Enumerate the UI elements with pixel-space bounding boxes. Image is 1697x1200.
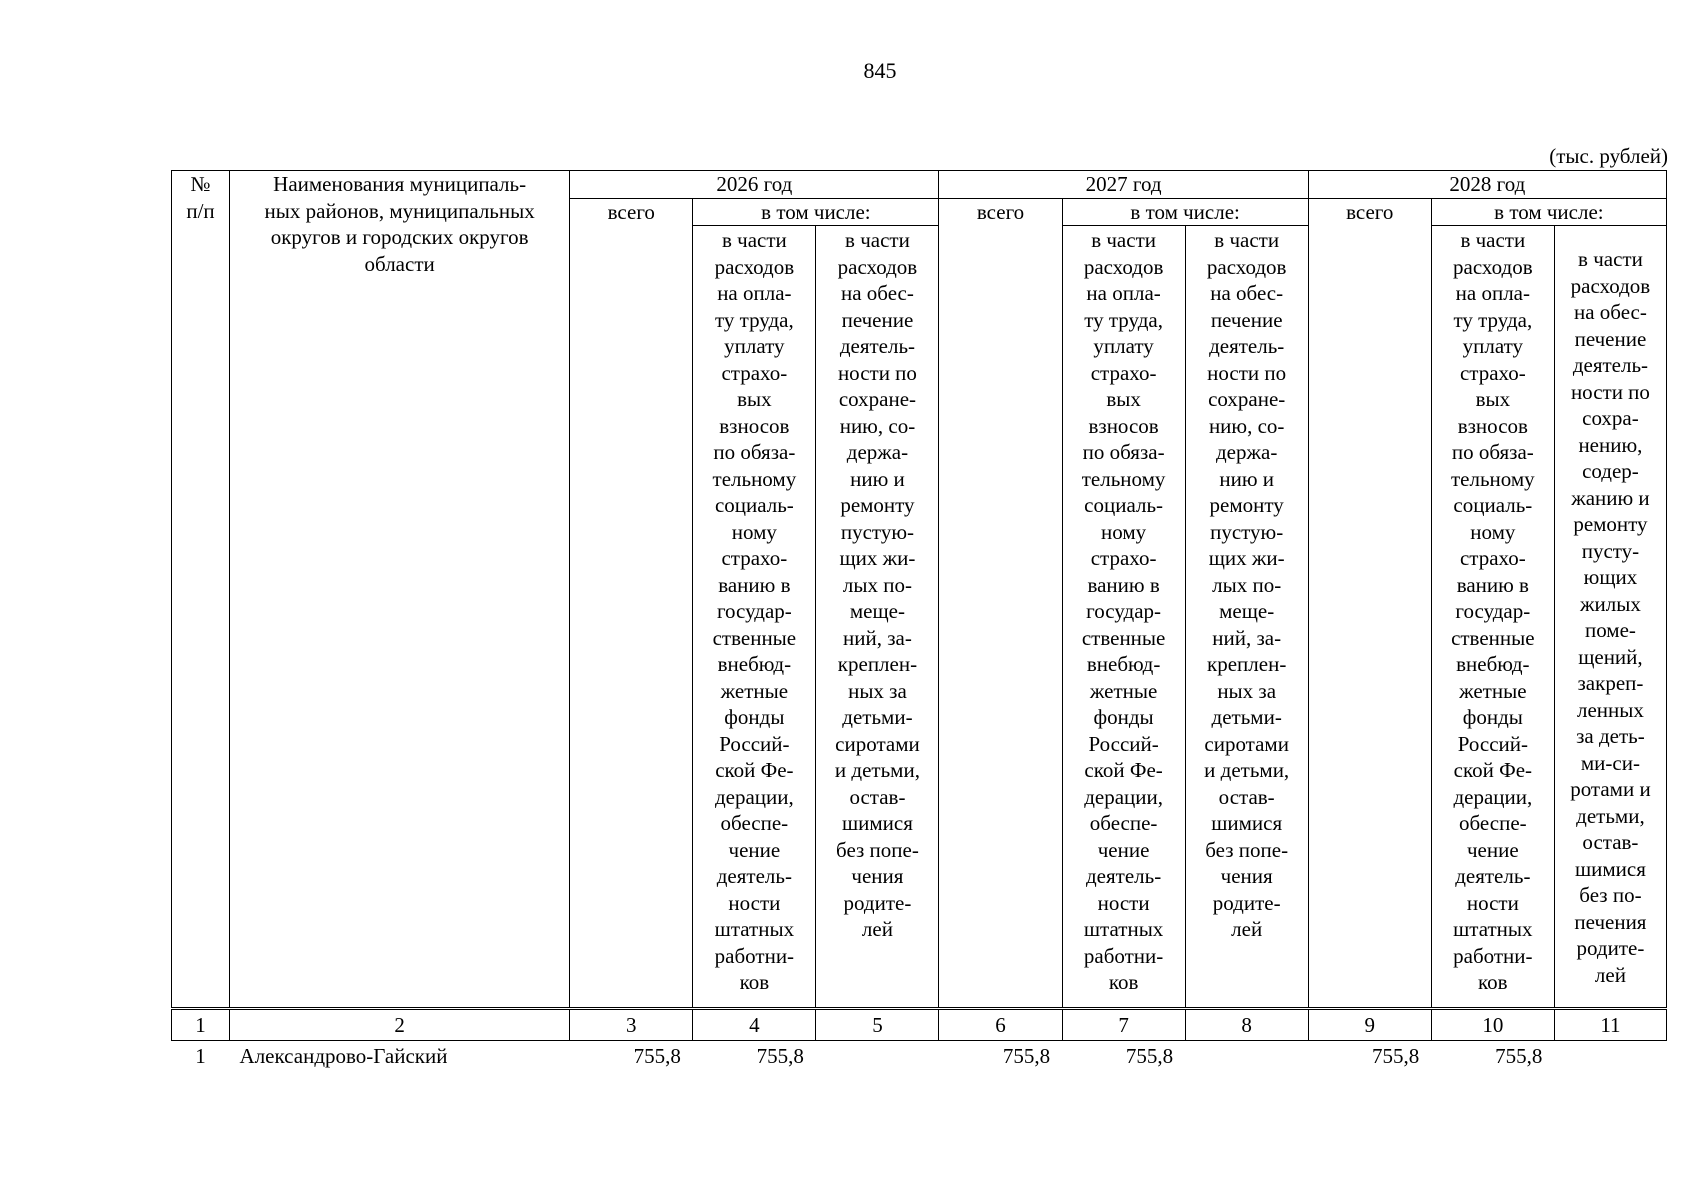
value-total-2028: 755,8 (1372, 1043, 1420, 1068)
row-number: 1 (195, 1043, 206, 1068)
page-number: 845 (863, 58, 897, 83)
column-number: 1 (172, 1009, 230, 1041)
header-row-years (172, 171, 1667, 199)
header-total-2028: всего (1308, 198, 1431, 1009)
header-year-2027: 2027 год (939, 171, 1308, 199)
header-housing-2027: в части расходов на обес- печение деятель- ности по сохране- нию, со- держа- нию и ремонту пустую- щих жи- лых по- меще- ний, за- креплен- ных за детьми- сиротами и детьми, остав- шимися без попе- чения родите- лей (1185, 226, 1308, 1009)
column-number: 11 (1554, 1009, 1666, 1041)
header-labor-2027: в части расходов на опла- ту труда, уплату страхо- вых взносов по обяза- тельному социаль- ному страхо- ванию в государ- ственные внебюд- жетные фонды Россий- ской Фе- дерации, обеспе- чение деятель- ности штатных работни- ков (1062, 226, 1185, 1009)
value-labor-2026: 755,8 (756, 1043, 804, 1068)
column-number: 10 (1431, 1009, 1554, 1041)
unit-label: (тыс. рублей) (1549, 144, 1668, 168)
column-number: 7 (1062, 1009, 1185, 1041)
column-number: 8 (1185, 1009, 1308, 1041)
header-total-2026: всего (570, 198, 693, 1009)
header-housing-2026: в части расходов на обес- печение деятель- ности по сохране- нию, со- держа- нию и ремонту пустую- щих жи- лых по- меще- ний, за- креплен- ных за детьми- сиротами и детьми, остав- шимися без попе- чения родите- лей (816, 226, 939, 1009)
table-row (172, 1041, 1667, 1072)
column-numbers-row (172, 1009, 1667, 1041)
district-name: Александрово-Гайский (239, 1043, 448, 1068)
header-year-2028: 2028 год (1308, 171, 1666, 199)
column-number: 2 (230, 1009, 570, 1041)
value-total-2026: 755,8 (633, 1043, 681, 1068)
header-including-2027: в том числе: (1062, 198, 1308, 226)
column-number: 5 (816, 1009, 939, 1041)
header-labor-2026: в части расходов на опла- ту труда, уплату страхо- вых взносов по обяза- тельному социаль- ному страхо- ванию в государ- ственные внебюд- жетные фонды Россий- ской Фе- дерации, обеспе- чение деятель- ности штатных работни- ков (693, 226, 816, 1009)
value-housing-2027 (1185, 1041, 1308, 1072)
value-labor-2028: 755,8 (1495, 1043, 1543, 1068)
column-number: 4 (693, 1009, 816, 1041)
budget-table (171, 170, 1667, 1071)
value-total-2027: 755,8 (1002, 1043, 1051, 1068)
header-year-2026: 2026 год (570, 171, 939, 199)
header-housing-2028: в части расходов на обес- печение деятель- ности по сохра- нению, содер- жанию и ремонту пусту- ющих жилых поме- щений, закреп- ленных за деть- ми-си- ротами и детьми, остав- шимися без по- печения родите- лей (1554, 226, 1666, 1009)
value-housing-2026 (816, 1041, 939, 1072)
value-labor-2027: 755,8 (1125, 1043, 1174, 1068)
header-labor-2028: в части расходов на опла- ту труда, уплату страхо- вых взносов по обяза- тельному социаль- ному страхо- ванию в государ- ственные внебюд- жетные фонды Россий- ской Фе- дерации, обеспе- чение деятель- ности штатных работни- ков (1431, 226, 1554, 1009)
header-name: Наименования муниципаль- ных районов, муниципальных округов и городских округов области (230, 171, 570, 1009)
header-including-2026: в том числе: (693, 198, 939, 226)
column-number: 6 (939, 1009, 1062, 1041)
value-housing-2028 (1554, 1041, 1666, 1072)
column-number: 9 (1308, 1009, 1431, 1041)
header-total-2027: всего (939, 198, 1062, 1009)
header-including-2028: в том числе: (1431, 198, 1666, 226)
header-number: № п/п (172, 171, 230, 1009)
column-number: 3 (570, 1009, 693, 1041)
